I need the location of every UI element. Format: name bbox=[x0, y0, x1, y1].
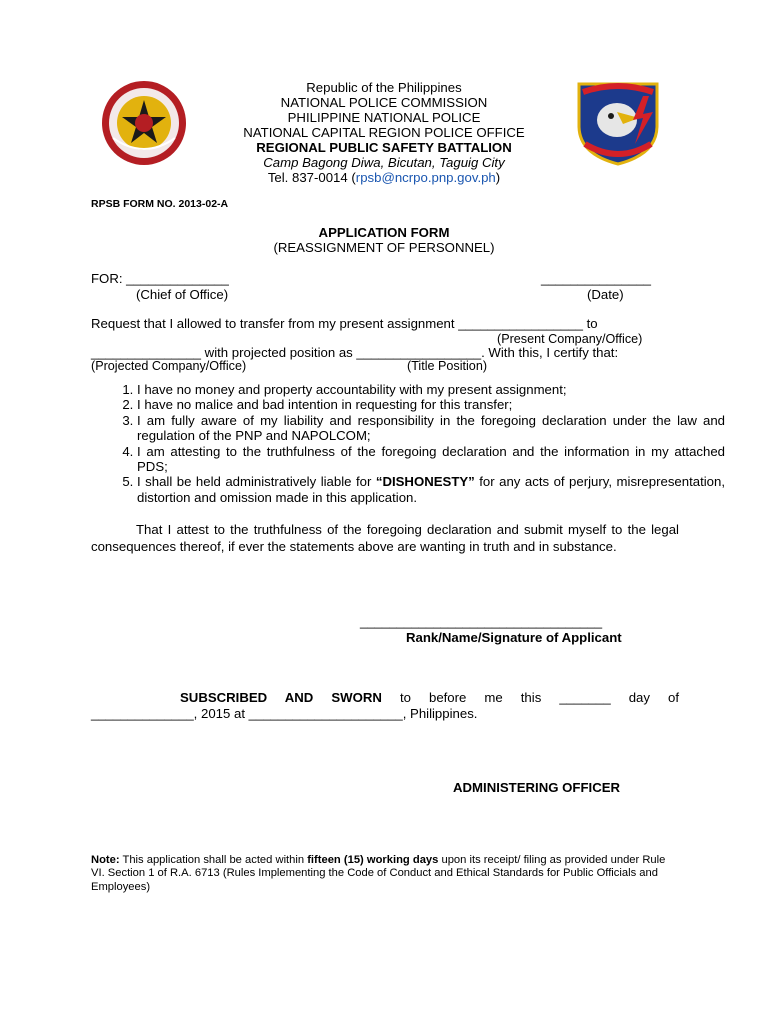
dishonesty-term: “DISHONESTY” bbox=[375, 474, 475, 490]
signature-line: _________________________________ bbox=[360, 614, 603, 629]
sworn-rest: to before me this _______ day of bbox=[381, 690, 679, 705]
chief-of-office-caption: (Chief of Office) bbox=[136, 287, 229, 302]
form-title: APPLICATION FORM bbox=[318, 225, 450, 240]
list-item: 1. I have no money and property accountability with my present assignment; bbox=[137, 382, 725, 397]
list-item bbox=[137, 474, 725, 505]
certification-list bbox=[91, 382, 725, 505]
administering-officer: ADMINISTERING OFFICER bbox=[453, 780, 621, 795]
note-text-rest: upon its receipt/ filing as provided under Rule VI. Section 1 of R.A. 6713 (Rules Implementing the Code of Conduct and Ethical Standards for Public Officials and Employees) bbox=[91, 854, 666, 893]
date-caption: (Date) bbox=[587, 287, 624, 302]
list-item: 2. I have no malice and bad intention in requesting for this transfer; bbox=[137, 397, 725, 412]
header-ncrpo: NATIONAL CAPITAL REGION POLICE OFFICE bbox=[243, 125, 525, 140]
note-label: Note: bbox=[91, 854, 120, 866]
item5-text-rest: for any acts of perjury, misrepresentation, distortion and omission made in this application. bbox=[137, 474, 726, 505]
header-pnp: PHILIPPINE NATIONAL POLICE bbox=[287, 110, 481, 125]
form-subtitle: (REASSIGNMENT OF PERSONNEL) bbox=[273, 240, 495, 255]
header-contact bbox=[200, 170, 568, 185]
present-company-caption: (Present Company/Office) bbox=[497, 332, 643, 346]
header-republic: Republic of the Philippines bbox=[306, 80, 462, 95]
projected-position-line: _______________ with projected position as _________________. With this, I certify that: bbox=[91, 345, 619, 360]
telephone-close: ) bbox=[495, 170, 501, 185]
note-text: This application shall be acted within bbox=[119, 854, 308, 866]
rpsb-shield-logo bbox=[573, 78, 663, 166]
sworn-bold: SUBSCRIBED AND SWORN bbox=[180, 690, 382, 705]
footer-note bbox=[91, 854, 679, 894]
item5-text: I shall be held administratively liable for bbox=[137, 474, 376, 490]
list-item: 3. I am fully aware of my liability and responsibility in the foregoing declaration under the law and regulation of the PNP and NAPOLCOM; bbox=[137, 413, 725, 444]
sworn-line bbox=[180, 690, 679, 705]
attest-paragraph: That I attest to the truthfulness of the foregoing declaration and submit myself to the legal consequences thereof, if ever the statements above are wanting in truth and in substance. bbox=[91, 522, 679, 554]
header-rpsb: REGIONAL PUBLIC SAFETY BATTALION bbox=[256, 140, 512, 155]
pnp-seal-logo bbox=[101, 80, 187, 166]
header-napolcom: NATIONAL POLICE COMMISSION bbox=[280, 95, 488, 110]
form-number: RPSB FORM NO. 2013-02-A bbox=[91, 198, 229, 210]
email-link[interactable]: rpsb@ncrpo.pnp.gov.ph bbox=[355, 170, 496, 185]
title-position-caption: (Title Position) bbox=[407, 359, 488, 373]
signature-caption: Rank/Name/Signature of Applicant bbox=[406, 630, 622, 645]
request-line: Request that I allowed to transfer from my present assignment _________________ to bbox=[91, 316, 598, 331]
list-item: 4. I am attesting to the truthfulness of the foregoing declaration and the information in my attached PDS; bbox=[137, 444, 725, 475]
telephone-text: Tel. 837-0014 ( bbox=[267, 170, 356, 185]
for-field: FOR: ______________ bbox=[91, 271, 229, 286]
note-deadline: fifteen (15) working days bbox=[307, 854, 439, 866]
sworn-place-line: ______________, 2015 at _____________________, Philippines. bbox=[91, 706, 478, 721]
projected-company-caption: (Projected Company/Office) bbox=[91, 359, 247, 373]
date-field: _______________ bbox=[541, 271, 652, 286]
header-address: Camp Bagong Diwa, Bicutan, Taguig City bbox=[263, 155, 505, 170]
